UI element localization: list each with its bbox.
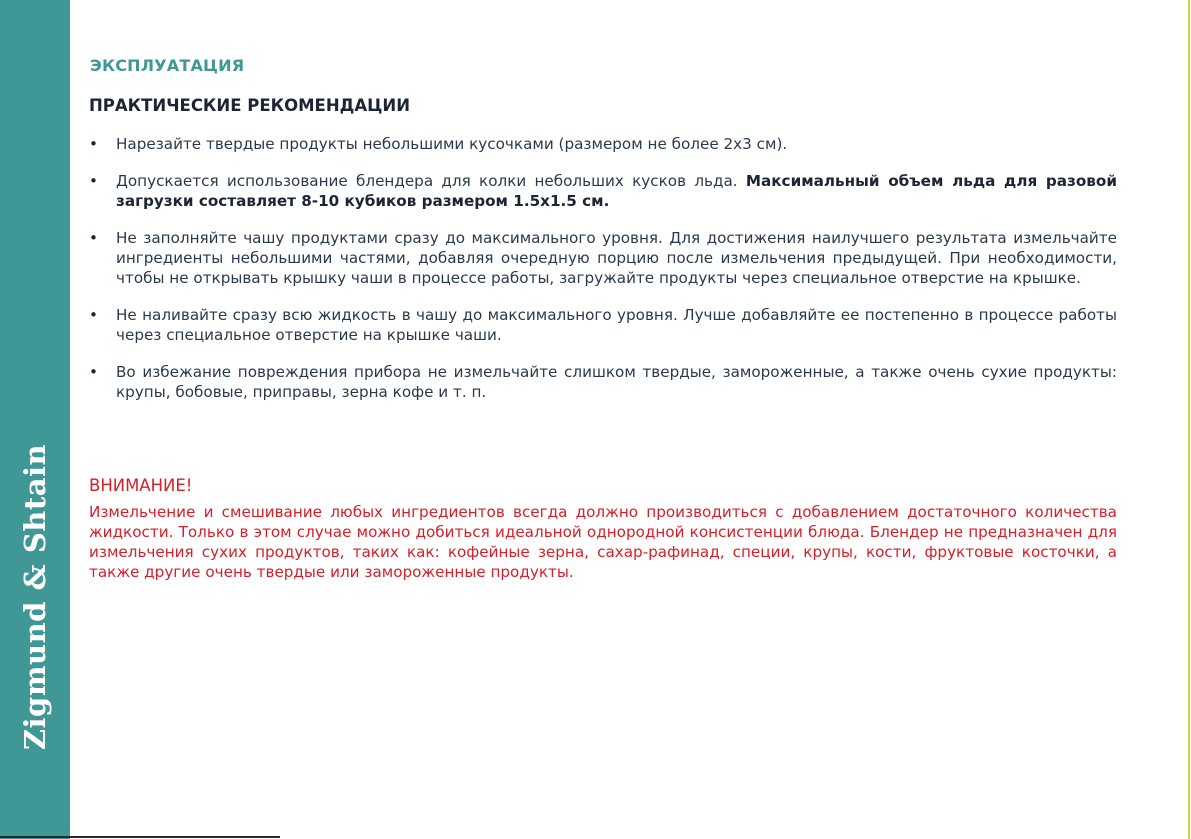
tip-text: Допускается использование блендера для колки небольших кусков льда. xyxy=(116,172,746,190)
recommendations-list xyxy=(89,134,1117,419)
tip-text: Не наливайте сразу всю жидкость в чашу до максимального уровня. Лучше добавляйте ее постепенно в процессе работы через специальное отверстие на крышке чаши. xyxy=(116,306,1117,344)
tip-bold-text: Максимальный объем льда для разовой загрузки составляет 8-10 кубиков размером 1.5х1.5 см. xyxy=(116,172,1117,210)
bullet: • xyxy=(89,306,98,324)
bullet: • xyxy=(89,363,98,381)
list-item xyxy=(89,362,1117,402)
brand-logo: Zigmund & Shtain xyxy=(18,443,52,751)
tip-text: Во избежание повреждения прибора не измельчайте слишком твердые, замороженные, а также очень сухие продукты: крупы, бобовые, приправы, зерна кофе и т. п. xyxy=(116,363,1117,401)
warning-text: Измельчение и смешивание любых ингредиентов всегда должно производиться с добавлением достаточного количества жидкости. Только в этом случае можно добиться идеальной однородной консистенции блюда. Блендер не предназначен для измельчения сухих продуктов, таких как: кофейные зерна, сахар-рафинад, специи, крупы, кости, фруктовые косточки, а также другие очень твердые или замороженные продукты. xyxy=(89,503,1117,581)
warning-title: ВНИМАНИЕ! xyxy=(89,476,193,495)
brand-sidebar xyxy=(0,0,70,839)
list-item xyxy=(89,305,1117,345)
bullet: • xyxy=(89,135,98,153)
list-item xyxy=(89,134,1117,154)
section-label: ЭКСПЛУАТАЦИЯ xyxy=(90,56,245,75)
bullet: • xyxy=(89,172,98,190)
right-edge-line xyxy=(1188,0,1190,839)
list-item xyxy=(89,228,1117,288)
tip-text: Нарезайте твердые продукты небольшими кусочками (размером не более 2х3 см). xyxy=(116,135,788,153)
section-title: ПРАКТИЧЕСКИЕ РЕКОМЕНДАЦИИ xyxy=(89,96,411,115)
list-item xyxy=(89,171,1117,211)
tip-text: Не заполняйте чашу продуктами сразу до максимального уровня. Для достижения наилучшего результата измельчайте ингредиенты небольшими частями, добавляя очередную порцию после измельчения предыдущей. При необходимости, чтобы не открывать крышку чаши в процессе работы, загружайте продукты через специальное отверстие на крышке. xyxy=(116,229,1117,287)
bottom-rule xyxy=(0,836,280,838)
bullet: • xyxy=(89,229,98,247)
